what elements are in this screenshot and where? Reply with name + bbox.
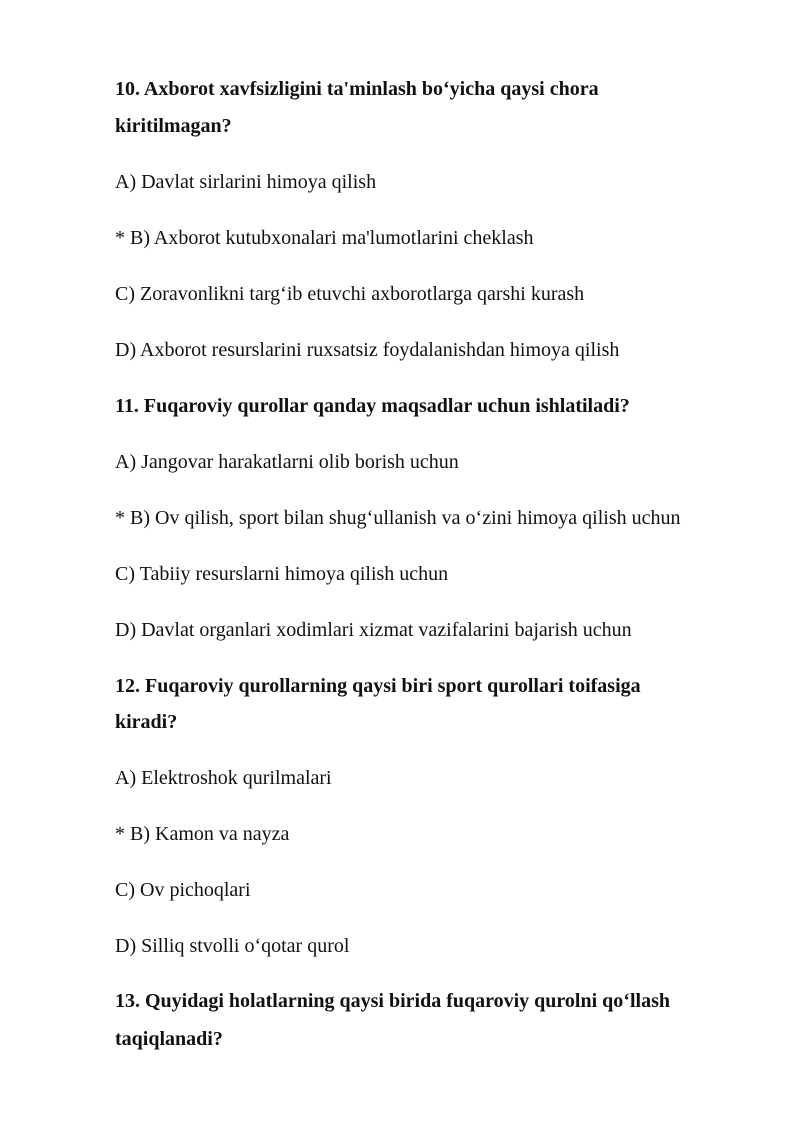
question-10-option-c: C) Zoravonlikni targ‘ib etuvchi axborotlarga qarshi kurash [115,283,585,305]
question-11-option-a: A) Jangovar harakatlarni olib borish uchun [115,451,459,473]
question-10-option-d: D) Axborot resurslarini ruxsatsiz foydalanishdan himoya qilish [115,339,620,361]
question-11-option-d: D) Davlat organlari xodimlari xizmat vazifalarini bajarish uchun [115,619,632,641]
question-13-line-1: 13. Quyidagi holatlarning qaysi birida fuqaroviy qurolni qo‘llash [115,990,670,1012]
question-12-option-b: * B) Kamon va nayza [115,823,290,845]
question-13-line-2: taqiqlanadi? [115,1028,223,1050]
question-12-option-c: C) Ov pichoqlari [115,879,251,901]
question-11-option-b: * B) Ov qilish, sport bilan shug‘ullanish va o‘zini himoya qilish uchun [115,507,681,529]
question-12-option-d: D) Silliq stvolli o‘qotar qurol [115,935,350,957]
question-10-option-b: * B) Axborot kutubxonalari ma'lumotlarini cheklash [115,227,534,249]
question-10-option-a: A) Davlat sirlarini himoya qilish [115,171,377,193]
question-12-line-1: 12. Fuqaroviy qurollarning qaysi biri sport qurollari toifasiga [115,675,641,697]
question-10-line-2: kiritilmagan? [115,115,232,137]
question-11-option-c: C) Tabiiy resurslarni himoya qilish uchun [115,563,449,585]
question-11-line-1: 11. Fuqaroviy qurollar qanday maqsadlar uchun ishlatiladi? [115,395,630,417]
question-12-line-2: kiradi? [115,711,178,733]
question-12-option-a: A) Elektroshok qurilmalari [115,767,332,789]
question-10-line-1: 10. Axborot xavfsizligini ta'minlash bo‘yicha qaysi chora [115,78,599,100]
